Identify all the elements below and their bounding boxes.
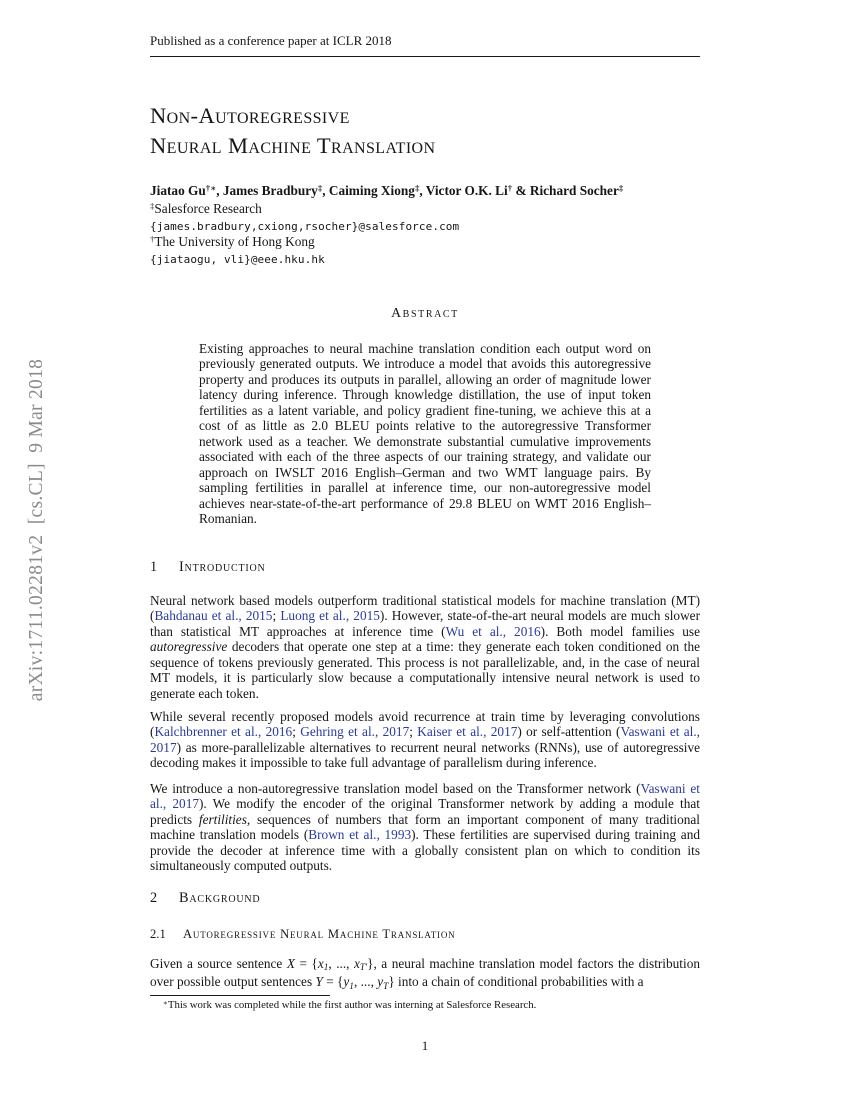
text-segment: & Richard Socher — [512, 183, 619, 198]
section-1-heading — [150, 559, 700, 576]
text-segment: , Victor O.K. Li — [419, 183, 508, 198]
main-column — [150, 0, 700, 1100]
citation-link[interactable]: Vaswani et al., 2017 — [150, 724, 700, 755]
citation-link[interactable]: Luong et al., 2015 — [280, 608, 380, 624]
citation-link[interactable]: Bahdanau et al., 2015 — [154, 608, 273, 624]
text-segment: ). These fertilities are supervised during training and provide the decoder at inference time with a globally consistent plan on which to condition its simultaneously computed outputs. — [150, 827, 700, 874]
text-segment: 1 — [349, 981, 354, 992]
text-segment: ). We modify the encoder of the original Transformer network by adding a module that predicts — [150, 796, 700, 827]
text-segment: , James Bradbury — [216, 183, 318, 198]
email-salesforce: {james.bradbury,cxiong,rsocher}@salesforce.com — [150, 219, 460, 233]
text-segment: Given a source sentence — [150, 956, 287, 971]
text-segment: ‡ — [618, 183, 624, 194]
email-hku: {jiataogu, vli}@eee.hku.hk — [150, 253, 325, 267]
text-segment: fertilities — [198, 811, 247, 827]
section-1-title: Introduction — [179, 559, 266, 575]
background-paragraph-1 — [150, 956, 700, 993]
citation-link[interactable]: Vaswani et al., 2017 — [150, 781, 700, 812]
text-segment: , Caiming Xiong — [322, 183, 415, 198]
subsection-2-1-heading — [150, 927, 700, 942]
text-segment: † — [150, 234, 155, 245]
footnote-rule — [150, 995, 330, 996]
text-segment: ‡ — [150, 200, 155, 211]
text-segment: While several recently proposed models avoid recurrence at train time by leveraging convolutions ( — [150, 709, 700, 740]
text-segment: , ..., — [353, 974, 378, 990]
abstract-heading: Abstract — [391, 305, 459, 320]
text-segment: T — [383, 981, 389, 992]
paper-title-line-2: Neural Machine Translation — [150, 132, 436, 158]
text-segment: ). However, state-of-the-art neural models are much slower than statistical MT approaches at inference time ( — [150, 608, 701, 639]
text-segment: x — [317, 956, 324, 971]
running-header-text: Published as a conference paper at ICLR 2018 — [150, 33, 392, 48]
text-segment: ; — [292, 724, 301, 740]
text-segment: autoregressive — [150, 639, 228, 655]
text-segment: ; — [409, 724, 418, 740]
subsection-2-1-title: Autoregressive Neural Machine Translation — [183, 927, 456, 941]
citation-link[interactable]: Kalchbrenner et al., 2016 — [154, 724, 293, 740]
paper-title — [150, 101, 700, 160]
text-segment: ) or self-attention ( — [517, 724, 621, 740]
paper-title-line-1: Non-Autoregressive — [150, 103, 350, 128]
subsection-2-1-number: 2.1 — [150, 927, 166, 941]
intro-paragraph-1 — [150, 593, 700, 701]
text-segment: † — [507, 183, 513, 194]
text-segment: ). Both model families use — [540, 623, 700, 639]
text-segment: 1 — [323, 963, 329, 974]
citation-link[interactable]: Kaiser et al., 2017 — [417, 724, 518, 740]
text-segment: = { — [322, 974, 344, 990]
citation-link[interactable]: Gehring et al., 2017 — [300, 724, 410, 740]
text-segment: } into a chain of conditional probabilities with a — [388, 974, 644, 990]
text-segment: †∗ — [205, 183, 217, 194]
text-segment: The University of Hong Kong — [154, 234, 315, 250]
section-1-number: 1 — [150, 559, 158, 575]
section-2-number: 2 — [150, 890, 158, 906]
affiliation-hku — [150, 234, 700, 252]
text-segment: Salesforce Research — [154, 200, 262, 216]
text-segment: ∗ — [163, 998, 168, 1007]
text-segment: = { — [294, 956, 318, 971]
text-segment: Jiatao Gu — [150, 183, 206, 198]
text-segment: This work was completed while the first author was interning at Salesforce Research. — [167, 999, 537, 1011]
running-header — [150, 33, 700, 57]
abstract-body: Existing approaches to neural machine translation condition each output word on previously generated outputs. We introduce a model that avoids this autoregressive property and produces its outputs in parallel, allowing an order of magnitude lower latency during inference. Through knowledge distillation, the use of input token fertilities as a latent variable, and policy gradient fine-tuning, we achieve this at a cost of as little as 2.0 BLEU points relative to the autoregressive Transformer network used as a teacher. We demonstrate substantial cumulative improvements associated with each of the three aspects of our training strategy, and validate our approach on IWSLT 2016 English–German and two WMT language pairs. By sampling fertilities in parallel at inference time, our non-autoregressive model achieves near-state-of-the-art performance of 29.8 BLEU on WMT 2016 English–Romanian. — [199, 341, 651, 526]
text-segment: T′ — [359, 963, 368, 974]
text-segment: ; — [272, 608, 281, 624]
text-segment: }, a neural machine translation model factors the distribution over possible output sentences — [150, 956, 700, 990]
citation-link[interactable]: Brown et al., 1993 — [308, 827, 412, 843]
text-segment: ) as more-parallelizable alternatives to recurrent neural networks (RNNs), use of autoregressive decoding makes it impossible to take full advantage of parallelism during inference. — [150, 739, 700, 771]
text-segment: ‡ — [317, 183, 323, 194]
affiliation-salesforce — [150, 201, 700, 219]
footnote-block — [150, 995, 700, 1014]
text-segment: Y — [315, 974, 323, 990]
citation-link[interactable]: Wu et al., 2016 — [445, 623, 541, 639]
text-segment: , ..., — [328, 956, 354, 971]
arxiv-watermark: arXiv:1711.02281v2 [cs.CL] 9 Mar 2018 — [26, 358, 47, 702]
text-segment: y — [343, 974, 350, 990]
text-segment: decoders that operate one step at a time: they generate each token conditioned on the sequence of tokens previously generated. This process is not parallelizable, and, in the case of neural MT models, it is particularly slow because a computationally intensive neural network is used to generate each token. — [150, 639, 700, 701]
text-segment: , sequences of numbers that form an important component of many traditional machine translation models ( — [150, 811, 700, 843]
footnote-text — [150, 999, 700, 1014]
text-segment: y — [377, 974, 384, 990]
text-segment: Neural network based models outperform traditional statistical models for machine translation (MT) ( — [150, 593, 700, 624]
text-segment: ‡ — [414, 183, 420, 194]
text-segment: We introduce a non-autoregressive translation model based on the Transformer network ( — [150, 781, 641, 796]
intro-paragraph-2 — [150, 709, 700, 771]
intro-paragraph-3 — [150, 781, 700, 874]
page-number: 1 — [421, 1038, 429, 1053]
section-2-title: Background — [179, 890, 261, 906]
author-names-line — [150, 183, 700, 201]
section-2-heading — [150, 890, 700, 907]
text-segment: x — [353, 956, 360, 971]
author-block — [150, 183, 700, 268]
text-segment: X — [286, 956, 295, 971]
